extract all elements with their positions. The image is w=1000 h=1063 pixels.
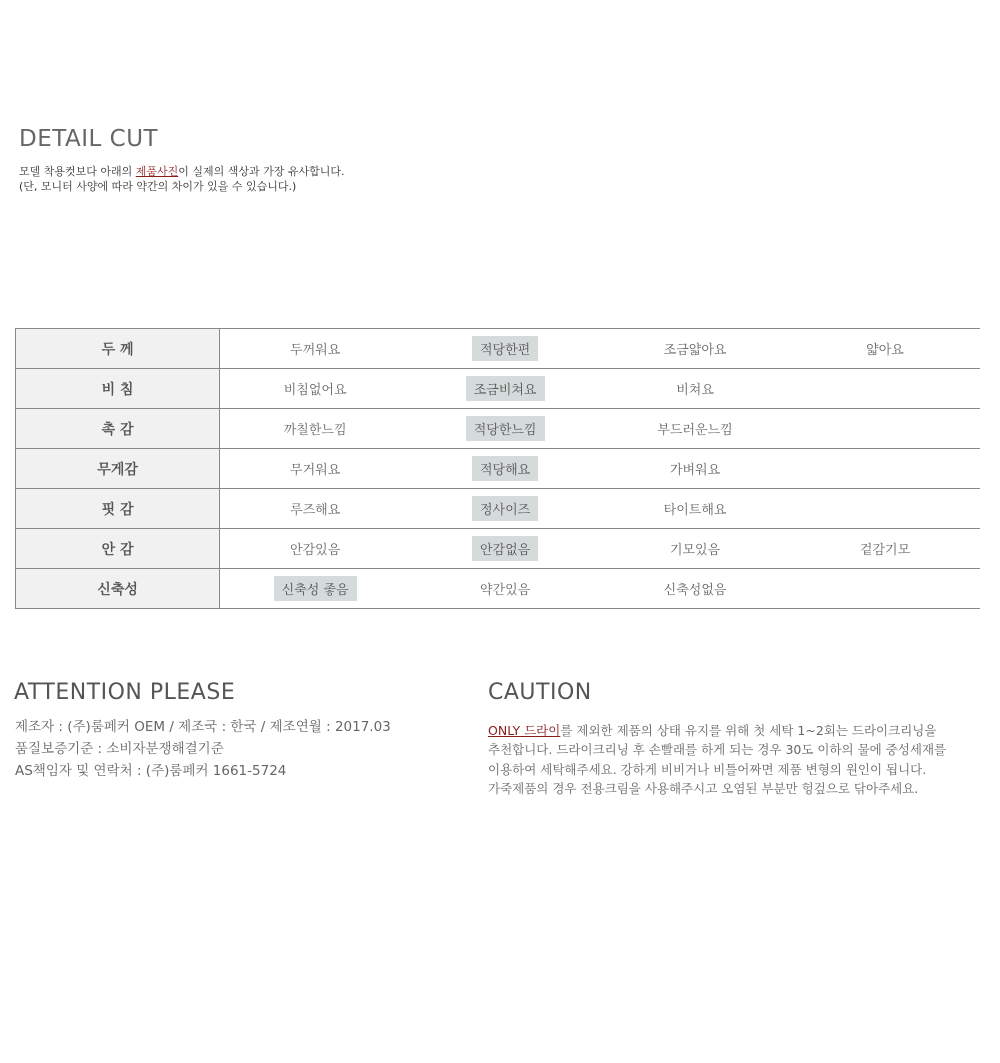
spec-option-cell bbox=[600, 529, 790, 569]
spec-option: 신축성없음 bbox=[663, 583, 727, 598]
spec-option-selected: 안감없음 bbox=[472, 536, 538, 561]
detail-cut-title: DETAIL CUT bbox=[19, 126, 159, 152]
spec-option: 비쳐요 bbox=[676, 383, 714, 398]
spec-option-selected: 적당한느낌 bbox=[466, 416, 545, 441]
spec-row-label: 안 감 bbox=[16, 529, 220, 569]
caution-line: 가죽제품의 경우 전용크림을 사용해주시고 오염된 부분만 헝겊으로 닦아주세요. bbox=[488, 780, 919, 796]
spec-option-cell bbox=[600, 489, 790, 529]
spec-option-cell bbox=[220, 489, 410, 529]
spec-option-cell bbox=[600, 409, 790, 449]
detail-note-line2: (단, 모니터 사양에 따라 약간의 차이가 있을 수 있습니다.) bbox=[19, 180, 297, 193]
spec-row bbox=[16, 369, 981, 409]
spec-option: 기모있음 bbox=[669, 543, 721, 558]
spec-option: 안감있음 bbox=[290, 543, 341, 558]
spec-row-label: 무게감 bbox=[16, 449, 220, 489]
caution-line: ONLY 드라이를 제외한 제품의 상태 유지를 위해 첫 세탁 1~2회는 드라이크리닝을 bbox=[488, 723, 937, 738]
spec-option-cell bbox=[220, 329, 410, 369]
attention-line: 품질보증기준 : 소비자분쟁해결기준 bbox=[15, 741, 224, 757]
spec-option-selected: 적당한편 bbox=[472, 336, 538, 361]
spec-option: 루즈해요 bbox=[290, 503, 341, 518]
only-dry-highlight: ONLY 드라이 bbox=[488, 723, 561, 738]
spec-table bbox=[15, 328, 980, 609]
spec-row-label: 신축성 bbox=[16, 569, 220, 609]
spec-option-cell bbox=[790, 329, 980, 369]
spec-option-cell bbox=[410, 449, 600, 489]
spec-row bbox=[16, 489, 981, 529]
spec-option: 타이트해요 bbox=[663, 503, 727, 518]
spec-option-cell bbox=[790, 449, 980, 489]
spec-row-label: 핏 감 bbox=[16, 489, 220, 529]
spec-option: 부드러운느낌 bbox=[657, 423, 733, 438]
spec-option: 겉감기모 bbox=[859, 543, 911, 558]
spec-option-cell bbox=[410, 529, 600, 569]
spec-row bbox=[16, 449, 981, 489]
spec-option: 얇아요 bbox=[866, 343, 904, 358]
spec-option-cell bbox=[600, 569, 790, 609]
spec-row bbox=[16, 529, 981, 569]
spec-option-cell bbox=[410, 329, 600, 369]
spec-option: 조금얇아요 bbox=[663, 343, 727, 358]
spec-option-cell bbox=[790, 529, 980, 569]
attention-list bbox=[15, 716, 391, 782]
spec-option: 무거워요 bbox=[290, 463, 341, 478]
spec-option-cell bbox=[220, 409, 410, 449]
caution-title: CAUTION bbox=[488, 680, 592, 705]
spec-row-label: 촉 감 bbox=[16, 409, 220, 449]
spec-option: 두꺼워요 bbox=[290, 343, 341, 358]
caution-line: 이용하여 세탁해주세요. 강하게 비비거나 비틀어짜면 제품 변형의 원인이 됩니다. bbox=[488, 761, 927, 777]
spec-option-cell bbox=[600, 329, 790, 369]
spec-row bbox=[16, 329, 981, 369]
spec-option: 가벼워요 bbox=[669, 463, 721, 478]
spec-option-cell bbox=[600, 369, 790, 409]
spec-option-cell bbox=[790, 569, 980, 609]
spec-option-selected: 정사이즈 bbox=[472, 496, 538, 521]
spec-option-cell bbox=[220, 449, 410, 489]
caution-line: 추천합니다. 드라이크리닝 후 손빨래를 하게 되는 경우 30도 이하의 물에 중성세재를 bbox=[488, 742, 947, 758]
spec-option-selected: 적당해요 bbox=[472, 456, 538, 481]
spec-option-cell bbox=[790, 369, 980, 409]
attention-title: ATTENTION PLEASE bbox=[14, 680, 236, 705]
detail-note bbox=[19, 164, 345, 194]
spec-option-cell bbox=[410, 569, 600, 609]
product-photo-highlight: 제품사진 bbox=[135, 165, 179, 178]
spec-option-cell bbox=[220, 529, 410, 569]
spec-option-cell bbox=[600, 449, 790, 489]
spec-row bbox=[16, 569, 981, 609]
spec-option-cell bbox=[410, 369, 600, 409]
spec-option: 비침없어요 bbox=[283, 383, 347, 398]
spec-row bbox=[16, 409, 981, 449]
spec-option-cell bbox=[790, 409, 980, 449]
spec-option: 약간있음 bbox=[479, 583, 531, 598]
caution-body bbox=[488, 721, 948, 798]
spec-row-label: 비 침 bbox=[16, 369, 220, 409]
spec-option-cell bbox=[220, 569, 410, 609]
detail-note-line1: 모델 착용컷보다 아래의 제품사진이 실제의 색상과 가장 유사합니다. bbox=[19, 165, 345, 178]
spec-option-selected: 조금비쳐요 bbox=[466, 376, 545, 401]
spec-row-label: 두 께 bbox=[16, 329, 220, 369]
attention-line: AS책임자 및 연락처 : (주)룸페커 1661-5724 bbox=[15, 763, 287, 779]
spec-option-selected: 신축성 좋음 bbox=[274, 576, 357, 601]
spec-option-cell bbox=[410, 489, 600, 529]
attention-line: 제조자 : (주)룸페커 OEM / 제조국 : 한국 / 제조연월 : 2017.03 bbox=[15, 719, 391, 735]
spec-option-cell bbox=[410, 409, 600, 449]
spec-option-cell bbox=[790, 489, 980, 529]
spec-option: 까칠한느낌 bbox=[283, 423, 347, 438]
spec-option-cell bbox=[220, 369, 410, 409]
